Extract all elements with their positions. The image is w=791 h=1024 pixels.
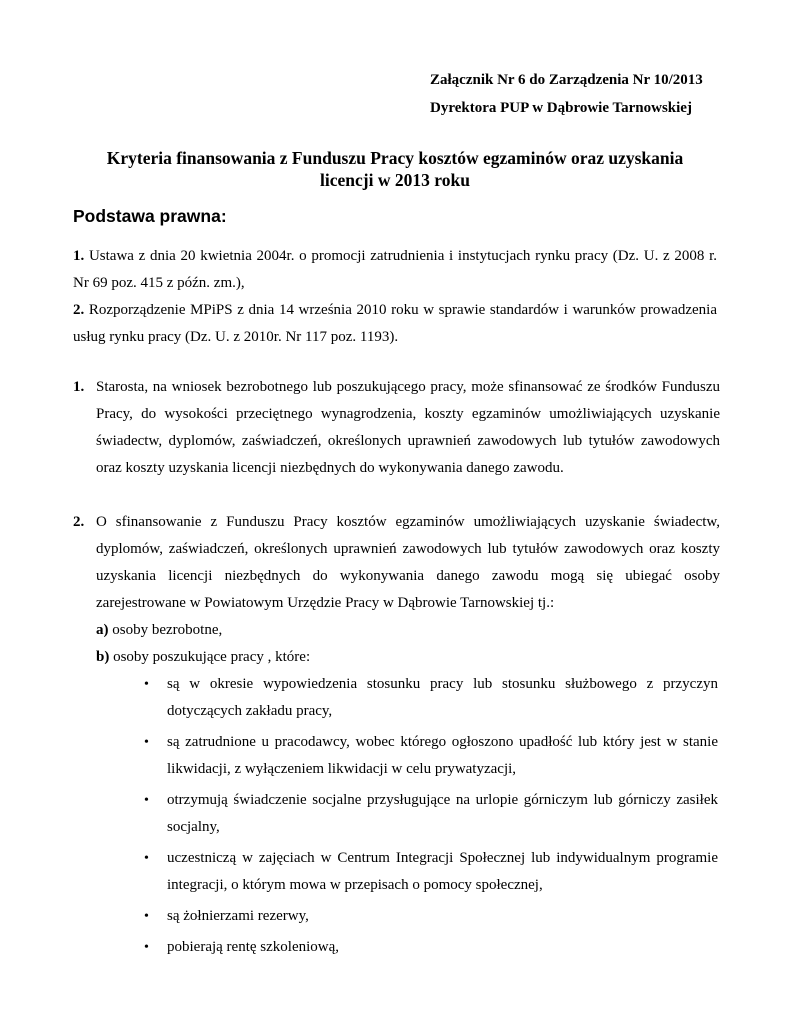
point-2 [73,509,720,619]
list-item [142,671,718,725]
subpoint-a [96,617,222,644]
bullet-list [142,671,718,965]
list-item [142,934,718,961]
list-item [142,787,718,841]
legal-basis-number: 2. [73,302,85,318]
document-title [60,147,730,191]
legal-basis-heading: Podstawa prawna: [73,206,227,226]
annex-reference: Załącznik Nr 6 do Zarządzenia Nr 10/2013 [430,72,703,88]
point-text: Starosta, na wniosek bezrobotnego lub poszukującego pracy, może sfinansować ze środków Funduszu Pracy, do wysokości przeciętnego wynagrodzenia, koszty egzaminów umożliwiających uzyskanie świadectw, dyplomów, zaświadczeń, określonych uprawnień zawodowych lub tytułów zawodowych oraz koszty uzyskania licencji niezbędnych do wykonywania danego zawodu. [96,379,720,476]
legal-basis-item [73,297,717,351]
list-item-text: są w okresie wypowiedzenia stosunku pracy lub stosunku służbowego z przyczyn dotyczących zakładu pracy, [167,676,718,719]
subpoint-text: osoby bezrobotne, [108,622,223,638]
subpoint-marker: b) [96,649,110,665]
annex-issuer: Dyrektora PUP w Dąbrowie Tarnowskiej [430,100,692,116]
bullet-icon: • [144,735,149,750]
bullet-icon: • [144,940,149,955]
point-text: O sfinansowanie z Funduszu Pracy kosztów egzaminów umożliwiających uzyskanie świadectw, dyplomów, zaświadczeń, określonych uprawnień zawodowych lub tytułów zawodowych oraz koszty uzyskania licencji niezbędnych do wykonywania danego zawodu mogą się ubiegać osoby zarejestrowane w Powiatowym Urzędzie Pracy w Dąbrowie Tarnowskiej tj.: [96,514,720,611]
list-item-text: otrzymują świadczenie socjalne przysługujące na urlopie górniczym lub górniczy zasiłek socjalny, [167,792,718,835]
list-item-text: pobierają rentę szkoleniową, [167,939,340,955]
title-line-2: licencji w 2013 roku [320,170,470,190]
legal-basis-number: 1. [73,248,85,264]
subpoint-b [96,644,310,671]
list-item-text: są zatrudnione u pracodawcy, wobec którego ogłoszono upadłość lub który jest w stanie likwidacji, z wyłączeniem likwidacji w celu prywatyzacji, [167,734,718,777]
list-item [142,729,718,783]
bullet-icon: • [144,909,149,924]
legal-basis-item [73,243,717,297]
point-number: 1. [73,379,85,395]
title-line-1: Kryteria finansowania z Funduszu Pracy kosztów egzaminów oraz uzyskania [106,148,684,168]
list-item [142,845,718,899]
point-number: 2. [73,514,85,530]
list-item [142,903,718,930]
subpoint-marker: a) [96,622,109,638]
list-item-text: uczestniczą w zajęciach w Centrum Integracji Społecznej lub indywidualnym programie integracji, o którym mowa w przepisach o pomocy społecznej, [167,850,718,893]
list-item-text: są żołnierzami rezerwy, [167,908,309,924]
bullet-icon: • [144,851,149,866]
legal-basis-text: Ustawa z dnia 20 kwietnia 2004r. o promocji zatrudnienia i instytucjach rynku pracy (Dz. U. z 2008 r. Nr 69 poz. 415 z późn. zm.), [73,248,717,291]
subpoint-text: osoby poszukujące pracy , które: [109,649,311,665]
point-1 [73,374,720,484]
bullet-icon: • [144,677,149,692]
bullet-icon: • [144,793,149,808]
legal-basis-text: Rozporządzenie MPiPS z dnia 14 września 2010 roku w sprawie standardów i warunków prowadzenia usług rynku pracy (Dz. U. z 2010r. Nr 117 poz. 1193). [73,302,717,345]
